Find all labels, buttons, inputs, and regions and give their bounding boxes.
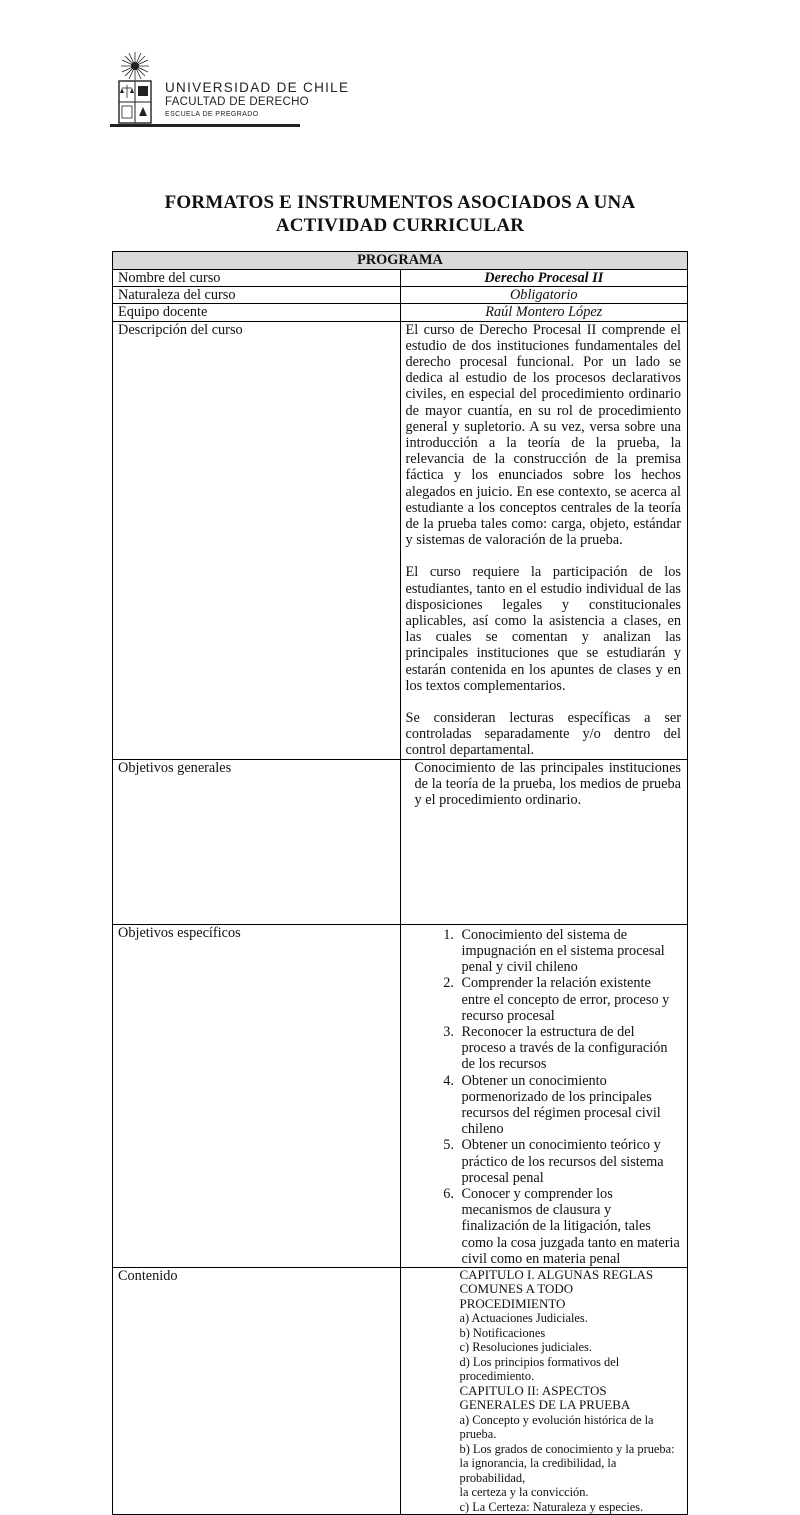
course-name-label: Nombre del curso — [113, 270, 401, 287]
general-objectives-value: Conocimiento de las principales instituciones de la teoría de la prueba, los medios de prueba y el procedimiento ordinario. — [400, 759, 688, 924]
table-row — [113, 1267, 688, 1515]
description-paragraph-3: Se consideran lecturas específicas a ser controladas separadamente y/o dentro del control departamental. — [405, 710, 681, 759]
specific-objectives-label: Objetivos específicos — [113, 924, 401, 1267]
description-paragraph-1: El curso de Derecho Procesal II comprende el estudio de dos instituciones fundamentales del derecho procesal funcional. Por un lado se dedica al estudio de los procesos declarativos civiles, en especial del procedimiento ordinario de mayor cuantía, en su rol de procedimiento general y supletorio. A su vez, versa sobre una introducción a la teoría de la prueba, la relevancia de la construcción de la premisa fáctica y los enunciados sobre los hechos alegados en juicio. En ese contexto, se acerca al estudiante a los conceptos centrales de la teoría de la prueba tales como: carga, objeto, estándar y sistemas de valoración de la prueba. — [405, 321, 681, 549]
content-list — [406, 1268, 683, 1515]
course-name-text: Derecho Procesal II — [484, 270, 604, 286]
list-item: 6. Conocer y comprender los mecanismos de clausura y finalización de la litigación, tales como la cosa juzgada tanto en materia civil como en materia penal — [458, 1186, 683, 1267]
title-line-2: ACTIVIDAD CURRICULAR — [275, 215, 525, 236]
course-name-value — [400, 270, 688, 287]
content-line: b) Los grados de conocimiento y la prueba: la ignorancia, la credibilidad, la probabilidad, — [459, 1441, 675, 1485]
general-objectives-label: Objetivos generales — [113, 759, 401, 924]
team-label: Equipo docente — [113, 304, 401, 321]
description-paragraph-2: El curso requiere la participación de los estudiantes, tanto en el estudio individual de las disposiciones legales y constitucionales aplicables, así como la asistencia a clases, en las cuales se comentan y analizan las principales instituciones que se estudiarán y estarán contenida en los apuntes de clases y en los textos complementarios. — [405, 564, 681, 694]
document-title — [0, 191, 800, 237]
nature-value: Obligatorio — [400, 287, 688, 304]
content-line: b) Notificaciones — [459, 1325, 546, 1340]
content-label: Contenido — [113, 1267, 401, 1515]
content-line: d) Los principios formativos del procedimiento. — [459, 1354, 620, 1384]
table-row — [113, 321, 688, 759]
nature-label: Naturaleza del curso — [113, 287, 401, 304]
list-item: 4. Obtener un conocimiento pormenorizado de los principales recursos del régimen procesal civil chileno — [458, 1073, 683, 1138]
specific-objectives-list — [406, 927, 683, 1267]
list-item: 5. Obtener un conocimiento teórico y práctico de los recursos del sistema procesal penal — [458, 1137, 683, 1186]
table-row — [113, 287, 688, 304]
logo-underline — [110, 124, 300, 127]
content-line: a) Concepto y evolución histórica de la prueba. — [459, 1412, 654, 1442]
description-value — [400, 321, 688, 759]
list-item: 1. Conocimiento del sistema de impugnación en el sistema procesal penal y civil chileno — [458, 927, 683, 976]
program-header: PROGRAMA — [113, 252, 688, 270]
content-line: c) Resoluciones judiciales. — [459, 1340, 592, 1355]
list-item: 2. Comprender la relación existente entre el concepto de error, proceso y recurso procesal — [458, 975, 683, 1024]
list-item: 3. Reconocer la estructura de del proceso a través de la configuración de los recursos — [458, 1024, 683, 1073]
content-value — [400, 1267, 688, 1515]
description-label: Descripción del curso — [113, 321, 401, 759]
university-seal-icon — [110, 50, 160, 128]
table-row — [113, 759, 688, 924]
content-line: a) Actuaciones Judiciales. — [459, 1311, 588, 1326]
logo-text — [165, 80, 349, 120]
table-row — [113, 270, 688, 287]
program-table — [112, 251, 688, 1515]
content-line: CAPITULO II: ASPECTOS GENERALES DE LA PRUEBA — [459, 1382, 631, 1413]
team-value: Raúl Montero López — [400, 304, 688, 321]
title-line-1: FORMATOS E INSTRUMENTOS ASOCIADOS A UNA — [164, 192, 636, 213]
table-header-row — [113, 252, 688, 270]
faculty-name: FACULTAD DE DERECHO — [165, 96, 309, 108]
university-logo — [110, 50, 350, 130]
table-row — [113, 924, 688, 1267]
university-name: UNIVERSIDAD DE CHILE — [165, 80, 350, 95]
content-line: la certeza y la convicción. — [459, 1485, 589, 1500]
specific-objectives-value — [400, 924, 688, 1267]
content-line: CAPITULO I. ALGUNAS REGLAS COMUNES A TODO PROCEDIMIENTO — [459, 1266, 654, 1311]
school-name: ESCUELA DE PREGRADO — [165, 111, 259, 118]
table-row — [113, 304, 688, 321]
content-line: c) La Certeza: Naturaleza y especies. — [459, 1499, 644, 1514]
